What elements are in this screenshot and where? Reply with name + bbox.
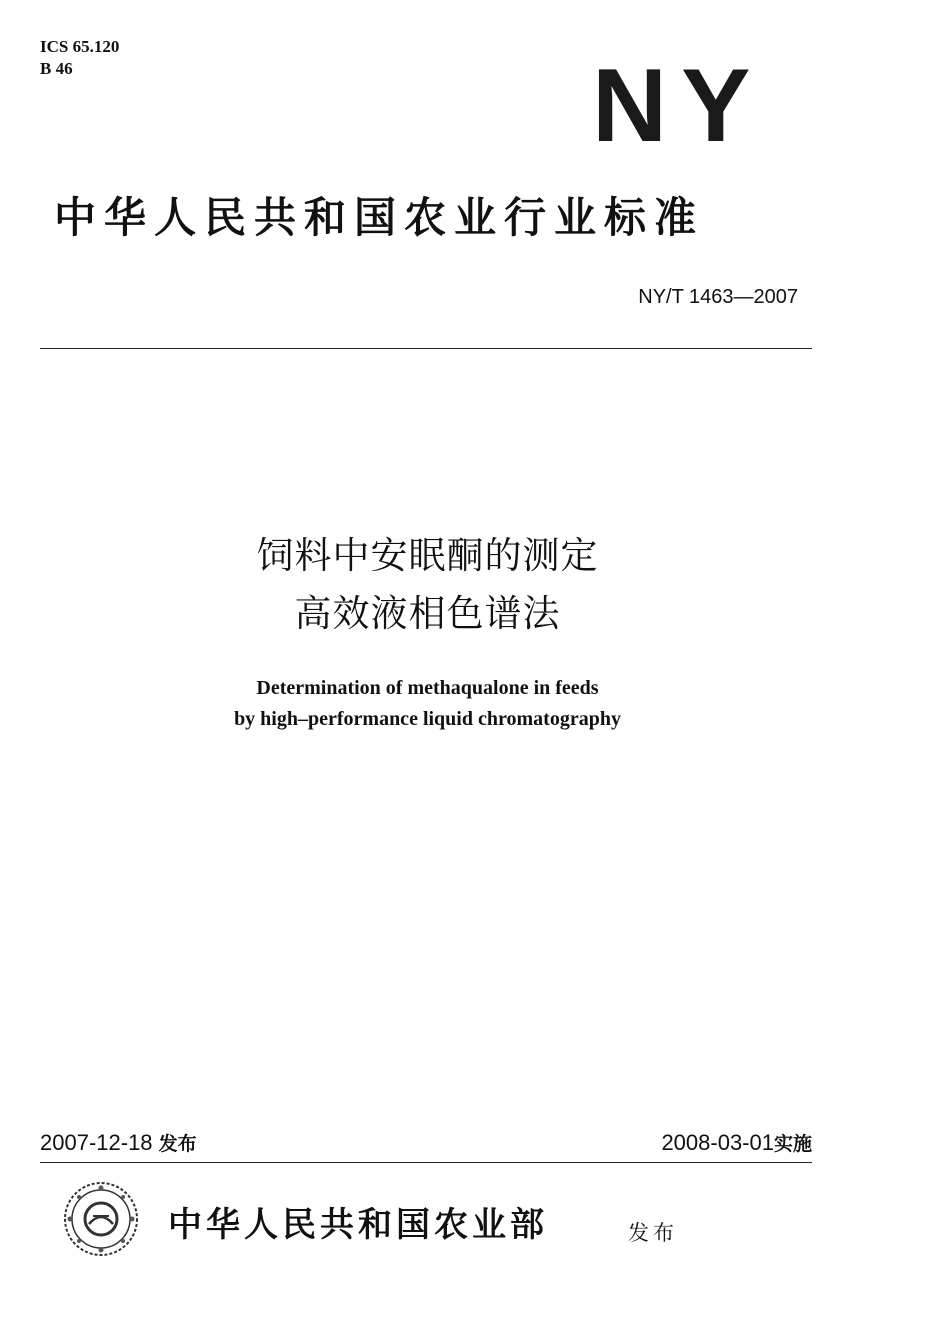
english-title-line-2: by high–performance liquid chromatography (234, 708, 621, 730)
english-title-line-1: Determination of methaqualone in feeds (256, 677, 599, 699)
chinese-title-line-1: 饲料中安眠酮的测定 (256, 534, 599, 577)
ministry-emblem-icon (62, 1180, 140, 1258)
header-divider (40, 348, 812, 349)
issue-date: 2007-12-18 (40, 1130, 153, 1155)
publisher-name: 中华人民共和国农业部 (168, 1205, 548, 1245)
chinese-title-line-2: 高效液相色谱法 (294, 592, 561, 635)
ccs-code: B 46 (40, 59, 73, 78)
standard-number: NY/T 1463—2007 (638, 286, 798, 308)
implementation-date: 2008-03-01 (661, 1130, 774, 1155)
ics-code: ICS 65.120 (40, 37, 120, 56)
classification-codes (40, 36, 119, 80)
issuing-body-title: 中华人民共和国农业行业标准 (54, 193, 705, 242)
footer-divider (40, 1162, 812, 1163)
implementation-date-block (661, 1128, 812, 1159)
issue-label: 发布 (158, 1133, 197, 1155)
standard-mark-logo: NY (592, 48, 765, 164)
implementation-label: 实施 (773, 1133, 812, 1155)
issue-date-block (40, 1128, 197, 1159)
publisher-label: 发布 (628, 1221, 678, 1245)
